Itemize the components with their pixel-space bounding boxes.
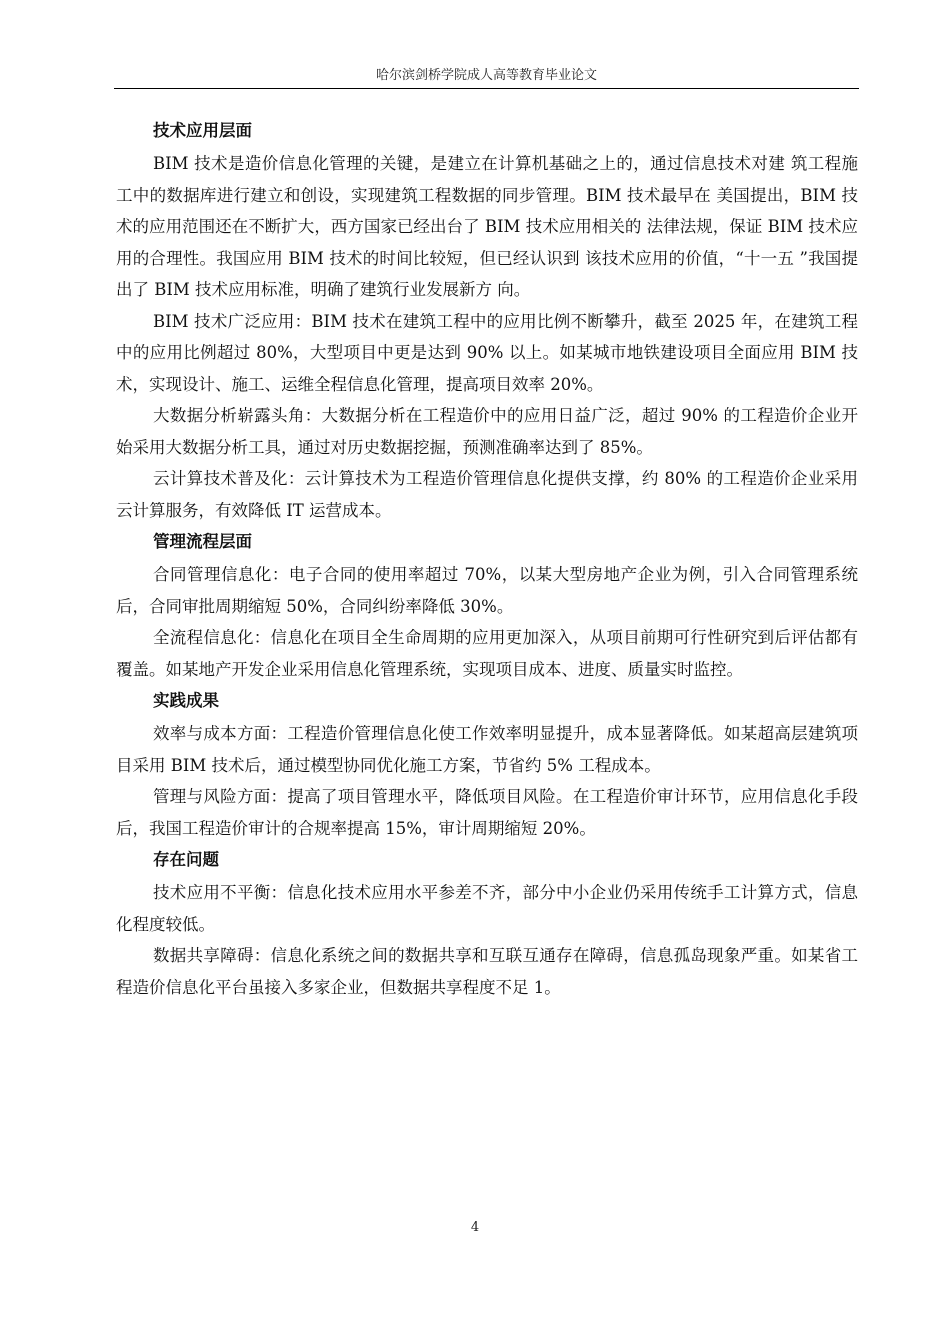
section-heading: 存在问题	[153, 850, 219, 869]
running-header: 哈尔滨剑桥学院成人高等教育毕业论文	[375, 68, 597, 83]
paragraph: 数据共享障碍：信息化系统之间的数据共享和互联互通存在障碍，信息孤岛现象严重。如某省工程造价信息化平台虽接入多家企业，但数据共享程度不足 1。	[116, 946, 858, 997]
document-body	[116, 118, 858, 1003]
paragraph: BIM 技术广泛应用：BIM 技术在建筑工程中的应用比例不断攀升，截至 2025 年，在建筑工程中的应用比例超过 80%，大型项目中更是达到 90% 以上。如某城市地铁建设项目全面应用 BIM 技术，实现设计、施工、运维全程信息化管理，提高项目效率 20%。	[116, 311, 858, 394]
paragraph: 技术应用不平衡：信息化技术应用水平参差不齐，部分中小企业仍采用传统手工计算方式，信息化程度较低。	[116, 883, 858, 934]
section-heading: 技术应用层面	[153, 121, 252, 140]
paragraph: 管理与风险方面：提高了项目管理水平，降低项目风险。在工程造价审计环节，应用信息化手段后，我国工程造价审计的合规率提高 15%，审计周期缩短 20%。	[116, 787, 858, 838]
page-number: 4	[470, 1220, 480, 1235]
paragraph: BIM 技术是造价信息化管理的关键，是建立在计算机基础之上的，通过信息技术对建 筑工程施工中的数据库进行建立和创设，实现建筑工程数据的同步管理。BIM 技术最早在 美国提出，BIM 技术的应用范围还在不断扩大，西方国家已经出台了 BIM 技术应用相关的 法律法规，保证 BIM 技术应用的合理性。我国应用 BIM 技术的时间比较短，但已经认识到 该技术应用的价值，“十一五 ”我国提出了 BIM 技术应用标准，明确了建筑行业发展新方 向。	[116, 154, 858, 299]
section-heading: 实践成果	[153, 691, 219, 710]
paragraph: 全流程信息化：信息化在项目全生命周期的应用更加深入，从项目前期可行性研究到后评估都有覆盖。如某地产开发企业采用信息化管理系统，实现项目成本、进度、质量实时监控。	[116, 628, 858, 679]
paragraph: 效率与成本方面：工程造价管理信息化使工作效率明显提升，成本显著降低。如某超高层建筑项目采用 BIM 技术后，通过模型协同优化施工方案，节省约 5% 工程成本。	[116, 724, 858, 775]
paragraph: 云计算技术普及化：云计算技术为工程造价管理信息化提供支撑，约 80% 的工程造价企业采用云计算服务，有效降低 IT 运营成本。	[116, 469, 858, 520]
paragraph: 大数据分析崭露头角：大数据分析在工程造价中的应用日益广泛，超过 90% 的工程造价企业开始采用大数据分析工具，通过对历史数据挖掘，预测准确率达到了 85%。	[116, 406, 858, 457]
header-rule	[114, 88, 859, 89]
section-heading: 管理流程层面	[153, 532, 252, 551]
paragraph: 合同管理信息化：电子合同的使用率超过 70%，以某大型房地产企业为例，引入合同管理系统后，合同审批周期缩短 50%，合同纠纷率降低 30%。	[116, 565, 858, 616]
